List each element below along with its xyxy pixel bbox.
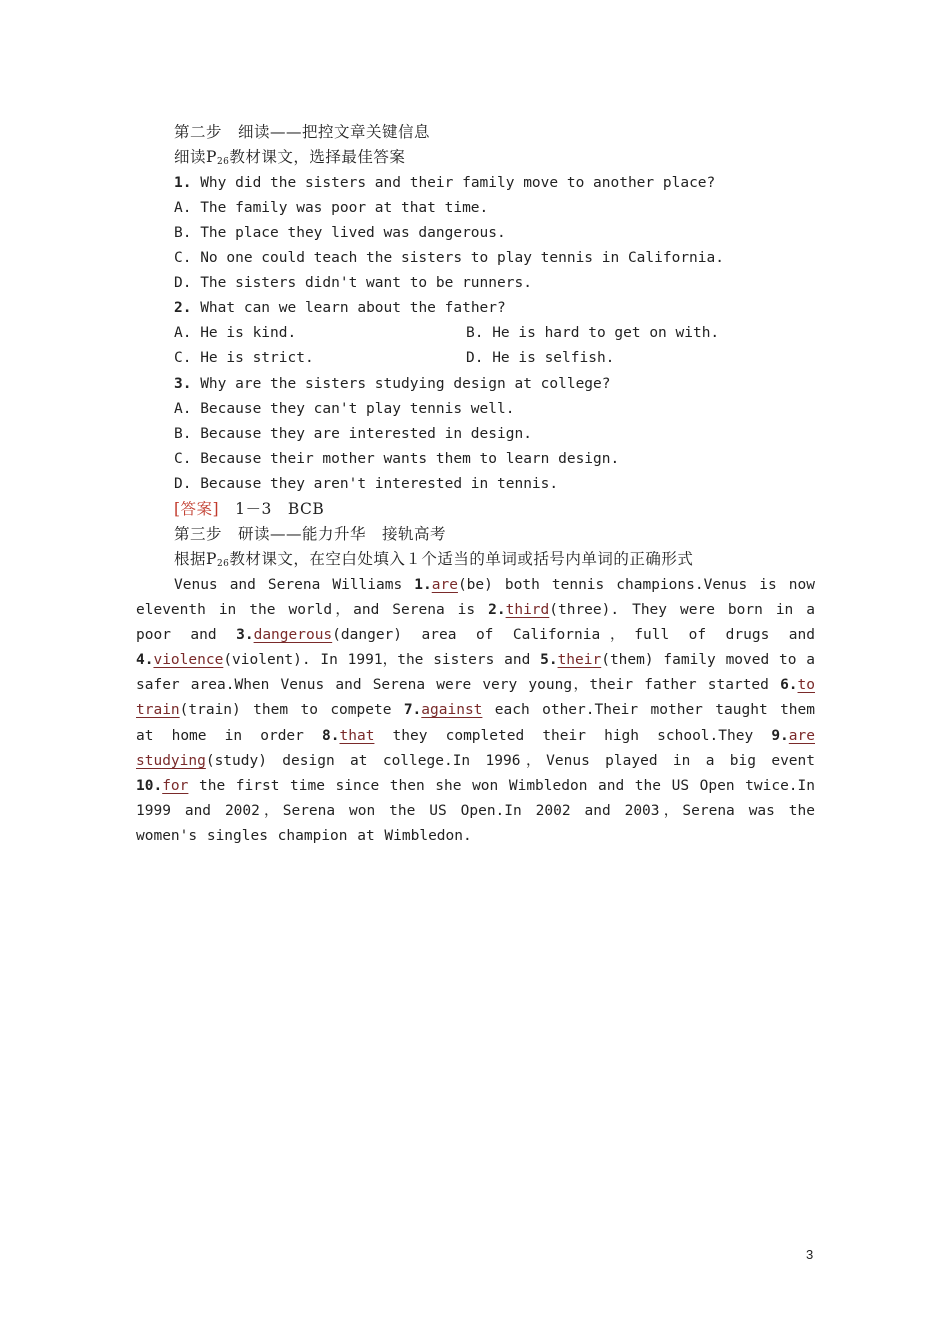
blank-answer: for <box>162 777 189 794</box>
step3-heading: 第三步 研读——能力升华 接轨高考 <box>174 525 447 543</box>
step2-instruction <box>174 147 405 172</box>
passage-text: (train) them to compete <box>179 702 404 719</box>
option-1d: D. The sisters didn't want to be runners. <box>174 275 532 291</box>
option-1a: A. The family was poor at that time. <box>174 200 489 216</box>
page-number: 3 <box>806 1247 814 1262</box>
step2-heading: 第二步 细读——把控文章关键信息 <box>174 123 431 141</box>
blank-number: 1. <box>414 577 432 593</box>
answer-label: [答案] <box>174 500 220 518</box>
blank-number: 9. <box>771 727 789 744</box>
instruction-text: 教材课文，在空白处填入１个适当的单词或括号内单词的正确形式 <box>229 550 694 568</box>
option-2d: D. He is selfish. <box>466 350 615 366</box>
instruction-text: 根据P <box>174 550 217 568</box>
instruction-text: 细读P <box>174 148 217 166</box>
blank-answer: that <box>339 727 375 744</box>
blank-number: 7. <box>403 702 422 719</box>
question-number: 3. <box>174 376 192 392</box>
question-text: Why are the sisters studying design at college? <box>191 376 611 392</box>
option-1b: B. The place they lived was dangerous. <box>174 225 506 241</box>
passage-text: the first time since then she won Wimbledon and the US Open twice.In 1999 and 2002，Serena won the US Open.In 2002 and 2003，Serena was the women's singles champion at Wimbledon. <box>136 777 815 844</box>
blank-number: 10. <box>136 777 163 794</box>
passage-text: (violent). In 1991，the sisters and <box>223 652 541 669</box>
blank-answer: dangerous <box>253 627 333 644</box>
question-2 <box>174 298 506 318</box>
option-3d: D. Because they aren't interested in tennis. <box>174 476 559 492</box>
answer-line <box>174 499 324 519</box>
blank-number: 8. <box>322 727 340 744</box>
passage-text: (be) both tennis champions.Venus is now eleventh in the world，and Serena is <box>136 577 815 619</box>
blank-answer: against <box>421 702 483 719</box>
blank-answer: to train <box>136 677 815 719</box>
blank-answer: their <box>557 652 602 669</box>
blank-number: 2. <box>488 602 506 619</box>
blank-number: 6. <box>780 677 798 694</box>
question-text: What can we learn about the father? <box>191 300 506 316</box>
question-text: Why did the sisters and their family move to another place? <box>191 175 716 191</box>
passage-text: they completed their high school.They <box>374 727 772 744</box>
passage-text: (three). They were born in a poor and <box>136 602 816 644</box>
passage-text: (them) family moved to a safer area.When Venus and Serena were very young，their father started <box>136 652 815 694</box>
blank-answer: are <box>431 577 458 593</box>
blank-answer: third <box>505 602 550 619</box>
option-2a: A. He is kind. <box>174 325 297 341</box>
blank-number: 5. <box>540 652 558 669</box>
option-1c: C. No one could teach the sisters to play tennis in California. <box>174 250 724 266</box>
blank-number: 4. <box>136 652 154 669</box>
blank-number: 3. <box>236 627 254 644</box>
option-3c: C. Because their mother wants them to learn design. <box>174 451 620 467</box>
page-ref-subscript: 26 <box>216 559 230 569</box>
option-3b: B. Because they are interested in design. <box>174 426 532 442</box>
answer-text: 1－3 BCB <box>219 500 325 518</box>
option-2c: C. He is strict. <box>174 350 314 366</box>
question-number: 1. <box>174 175 192 191</box>
blank-answer: violence <box>153 652 224 669</box>
page-ref-subscript: 26 <box>216 157 230 167</box>
step3-instruction <box>174 549 693 574</box>
question-3 <box>174 374 611 394</box>
passage-text: (danger) area of California，full of drugs and <box>332 627 815 644</box>
question-number: 2. <box>174 300 192 316</box>
passage-text: (study) design at college.In 1996，Venus played in a big event <box>205 752 815 769</box>
option-3a: A. Because they can't play tennis well. <box>174 401 515 417</box>
blank-answer: are studying <box>136 727 815 769</box>
passage-text: each other.Their mother taught them at home in order <box>136 702 815 744</box>
question-1 <box>174 173 715 193</box>
passage-text: Venus and Serena Williams <box>174 577 415 593</box>
cloze-passage <box>136 573 815 849</box>
option-2b: B. He is hard to get on with. <box>466 325 720 341</box>
instruction-text: 教材课文，选择最佳答案 <box>229 148 406 166</box>
